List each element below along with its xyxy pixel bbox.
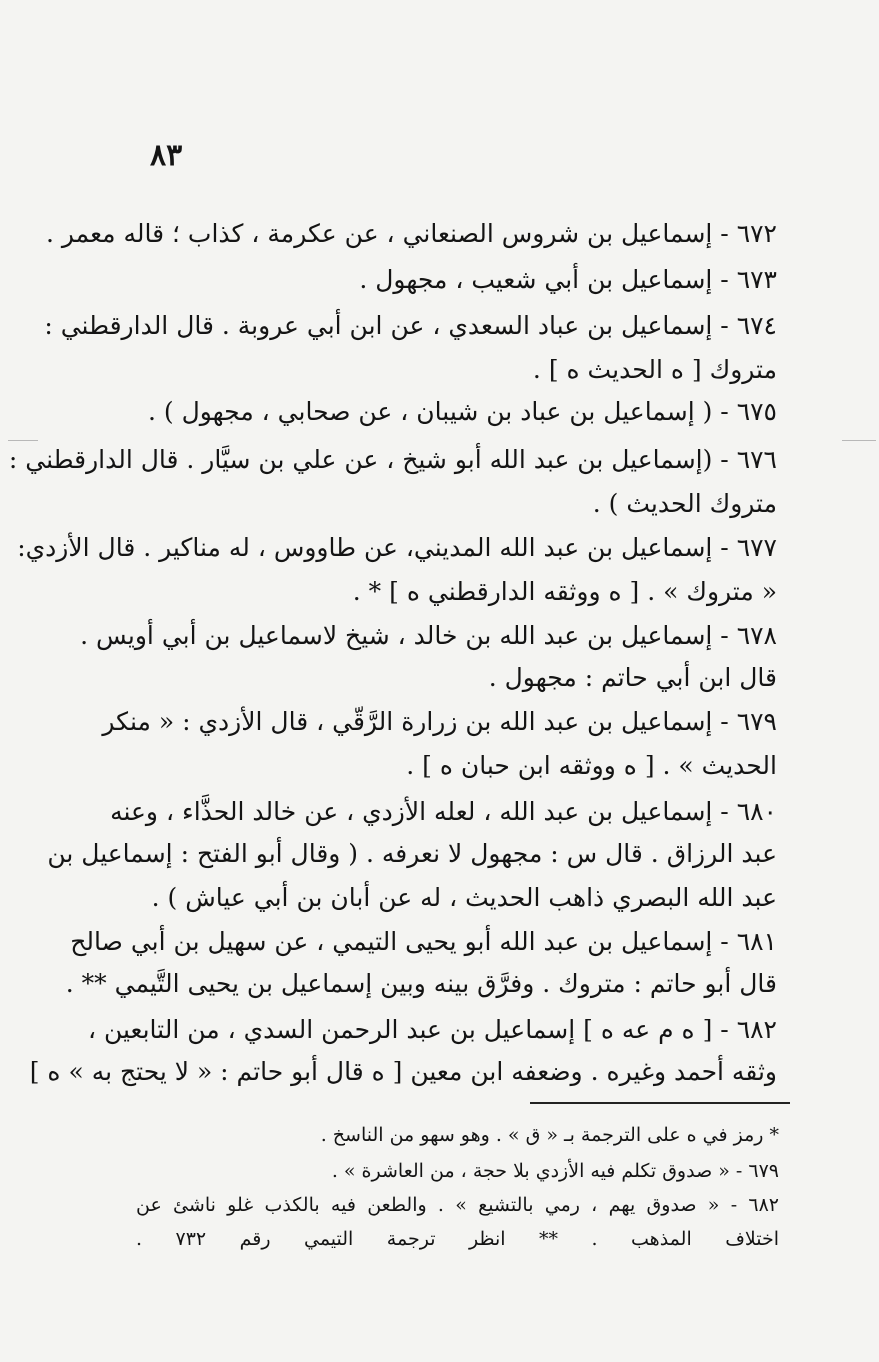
text-line: ٦٧٢ - إسماعيل بن شروس الصنعاني ، عن عكرمة ، كذاب ؛ قاله معمر .	[45, 219, 777, 248]
text-line: الحديث » . [ ه ووثقه ابن حبان ه ] .	[406, 751, 777, 780]
text-line: ٦٨٠ - إسماعيل بن عبد الله ، لعله الأزدي ، عن خالد الحذَّاء ، وعنه	[110, 797, 777, 826]
text-line: عبد الرزاق . قال س : مجهول لا نعرفه . ( وقال أبو الفتح : إسماعيل بن	[47, 839, 777, 868]
text-line: متروك [ ه الحديث ه ] .	[532, 355, 777, 384]
margin-scan-mark	[842, 440, 876, 441]
text-line: قال أبو حاتم : متروك . وفرَّق بينه وبين إسماعيل بن يحيى التَّيمي ** .	[65, 969, 777, 998]
text-line: ٦٧٤ - إسماعيل بن عباد السعدي ، عن ابن أبي عروبة . قال الدارقطني :	[44, 311, 777, 340]
text-line: قال ابن أبي حاتم : مجهول .	[488, 663, 777, 692]
footnote-line: اختلاف المذهب . ** انظر ترجمة التيمي رقم ٧٣٢ .	[136, 1228, 779, 1250]
text-line: ٦٨١ - إسماعيل بن عبد الله أبو يحيى التيمي ، عن سهيل بن أبي صالح	[70, 927, 777, 956]
text-line: ٦٨٢ - [ ه م عه ه ] إسماعيل بن عبد الرحمن السدي ، من التابعين ،	[87, 1015, 777, 1044]
text-line: متروك الحديث ) .	[592, 489, 777, 518]
margin-scan-mark	[8, 440, 38, 441]
text-line: ٦٧٣ - إسماعيل بن أبي شعيب ، مجهول .	[359, 265, 777, 294]
text-line: « متروك » . [ ه ووثقه الدارقطني ه ] * .	[352, 577, 777, 606]
text-line: ٦٧٧ - إسماعيل بن عبد الله المديني، عن طاووس ، له مناكير . قال الأزدي:	[17, 533, 777, 562]
footnote-line: * رمز في ه على الترجمة بـ « ق » . وهو سهو من الناسخ .	[320, 1124, 779, 1146]
footnote-line: ٦٧٩ - « صدوق تكلم فيه الأزدي بلا حجة ، من العاشرة » .	[331, 1160, 779, 1182]
text-line: عبد الله البصري ذاهب الحديث ، له عن أبان بن أبي عياش ) .	[151, 883, 777, 912]
text-line: ٦٧٦ - (إسماعيل بن عبد الله أبو شيخ ، عن علي بن سيَّار . قال الدارقطني :	[8, 445, 777, 474]
text-line: وثقه أحمد وغيره . وضعفه ابن معين [ ه قال أبو حاتم : « لا يحتج به » ه ]	[29, 1057, 777, 1086]
text-line: ٦٧٩ - إسماعيل بن عبد الله بن زرارة الرَّقّي ، قال الأزدي : « منكر	[102, 707, 777, 736]
text-line: ٦٧٥ - ( إسماعيل بن عباد بن شيبان ، عن صحابي ، مجهول ) .	[147, 397, 777, 426]
page-number: ٨٣	[150, 138, 183, 173]
footnote-divider	[530, 1102, 790, 1104]
footnote-line: ٦٨٢ - « صدوق يهم ، رمي بالتشيع » . والطعن فيه بالكذب غلو ناشئ عن	[136, 1194, 779, 1216]
text-line: ٦٧٨ - إسماعيل بن عبد الله بن خالد ، شيخ لاسماعيل بن أبي أويس .	[80, 621, 777, 650]
